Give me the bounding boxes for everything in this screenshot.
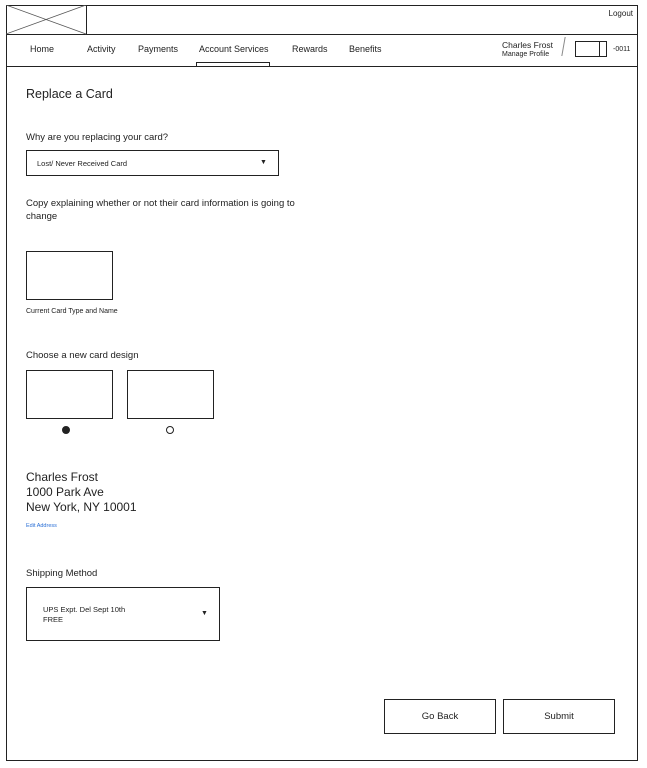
edit-address-link[interactable]: Edit Address <box>26 523 57 529</box>
card-design-option-2[interactable] <box>127 370 214 419</box>
address-name: Charles Frost <box>26 470 99 484</box>
profile-name: Charles Frost <box>502 40 554 50</box>
nav-item-rewards[interactable]: Rewards <box>292 44 328 54</box>
design-radio-2[interactable] <box>166 426 174 434</box>
shipping-selected-line1: UPS Expt. Del Sept 10th <box>43 605 126 614</box>
chevron-down-icon: ▼ <box>260 159 267 166</box>
shipping-selected-line2: FREE <box>43 615 64 624</box>
page-title: Replace a Card <box>26 87 113 101</box>
nav-active-indicator <box>196 62 270 66</box>
nav-item-account-services[interactable]: Account Services <box>199 44 269 54</box>
card-design-option-1[interactable] <box>26 370 113 419</box>
reason-label: Why are you replacing your card? <box>26 132 169 143</box>
card-last-four: -0011 <box>613 46 631 53</box>
current-card-caption: Current Card Type and Name <box>26 308 118 315</box>
shipping-select[interactable] <box>26 587 220 641</box>
card-info-copy: Copy explaining whether or not their card information is going to change <box>26 198 295 222</box>
nav-item-benefits[interactable]: Benefits <box>349 44 382 54</box>
logo-placeholder[interactable] <box>6 5 87 35</box>
card-switcher-icon[interactable] <box>575 41 607 57</box>
nav-item-home[interactable]: Home <box>30 44 55 54</box>
manage-profile-link[interactable]: Manage Profile <box>502 51 550 58</box>
design-label: Choose a new card design <box>26 350 139 361</box>
current-card-image <box>26 251 113 300</box>
design-radio-1-selected[interactable] <box>62 426 70 434</box>
shipping-label: Shipping Method <box>26 568 98 579</box>
top-bar <box>6 5 638 35</box>
address-street: 1000 Park Ave <box>26 485 104 499</box>
go-back-button[interactable]: Go Back <box>384 699 496 734</box>
logo-placeholder-icon <box>6 5 87 35</box>
card-thumb-stripe <box>599 42 600 56</box>
logout-link[interactable]: Logout <box>608 9 633 18</box>
nav-item-activity[interactable]: Activity <box>87 44 116 54</box>
nav-item-payments[interactable]: Payments <box>138 44 179 54</box>
reason-select[interactable] <box>26 150 279 176</box>
submit-button[interactable]: Submit <box>503 699 615 734</box>
chevron-down-icon: ▼ <box>201 610 208 617</box>
reason-selected-value: Lost/ Never Received Card <box>37 159 128 168</box>
address-city-state-zip: New York, NY 10001 <box>26 500 137 514</box>
